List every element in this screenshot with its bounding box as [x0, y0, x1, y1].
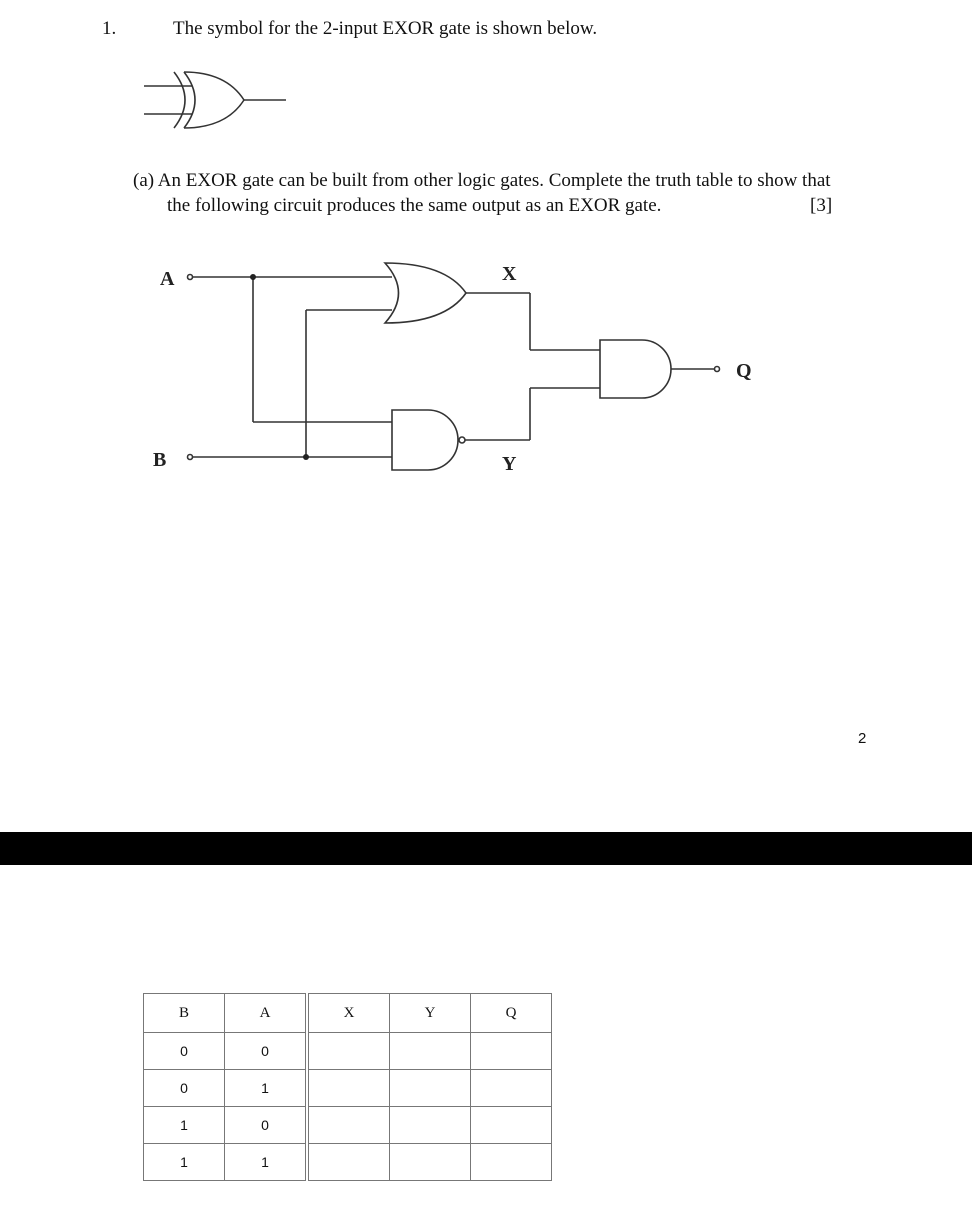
label-y: Y [502, 453, 517, 475]
input-b-terminal [188, 455, 193, 460]
junction-a [250, 274, 256, 280]
cell-x[interactable] [307, 1107, 390, 1144]
cell-q[interactable] [471, 1144, 552, 1181]
cell-x[interactable] [307, 1144, 390, 1181]
table-row [144, 1070, 552, 1107]
label-q: Q [736, 360, 752, 382]
cell-q[interactable] [471, 1107, 552, 1144]
question-number: 1. [102, 18, 117, 39]
nand-gate [392, 410, 458, 470]
header-b: B [144, 994, 225, 1033]
part-a-line-2: the following circuit produces the same output as an EXOR gate. [167, 195, 662, 216]
nand-bubble [459, 437, 465, 443]
part-a-line-1: (a) An EXOR gate can be built from other logic gates. Complete the truth table to show that [133, 170, 831, 191]
cell-y[interactable] [390, 1144, 471, 1181]
marks: [3] [810, 195, 833, 216]
exor-gate-symbol [140, 66, 300, 146]
page-divider-band [0, 832, 972, 865]
truth-table [143, 993, 552, 1181]
cell-q[interactable] [471, 1033, 552, 1070]
cell-b: 0 [144, 1070, 225, 1107]
cell-a: 1 [225, 1144, 308, 1181]
label-a: A [160, 268, 175, 290]
header-q: Q [471, 994, 552, 1033]
cell-y[interactable] [390, 1070, 471, 1107]
cell-x[interactable] [307, 1033, 390, 1070]
page-number: 2 [858, 730, 867, 747]
cell-x[interactable] [307, 1070, 390, 1107]
cell-b: 1 [144, 1107, 225, 1144]
and-gate [600, 340, 671, 398]
table-row [144, 1107, 552, 1144]
input-a-terminal [188, 275, 193, 280]
cell-b: 1 [144, 1144, 225, 1181]
output-q-terminal [715, 367, 720, 372]
table-row [144, 1033, 552, 1070]
header-y: Y [390, 994, 471, 1033]
logic-circuit [140, 250, 780, 490]
truth-table-header-row [144, 994, 552, 1033]
cell-q[interactable] [471, 1070, 552, 1107]
cell-a: 0 [225, 1033, 308, 1070]
exor-body-arc [184, 72, 244, 128]
or-gate [385, 263, 466, 323]
label-x: X [502, 263, 517, 285]
label-b: B [153, 449, 167, 471]
cell-y[interactable] [390, 1033, 471, 1070]
header-x: X [307, 994, 390, 1033]
cell-a: 1 [225, 1070, 308, 1107]
question-intro: The symbol for the 2-input EXOR gate is shown below. [173, 18, 598, 39]
cell-b: 0 [144, 1033, 225, 1070]
table-row [144, 1144, 552, 1181]
header-a: A [225, 994, 308, 1033]
cell-a: 0 [225, 1107, 308, 1144]
cell-y[interactable] [390, 1107, 471, 1144]
junction-b [303, 454, 309, 460]
exor-extra-arc [174, 72, 185, 128]
